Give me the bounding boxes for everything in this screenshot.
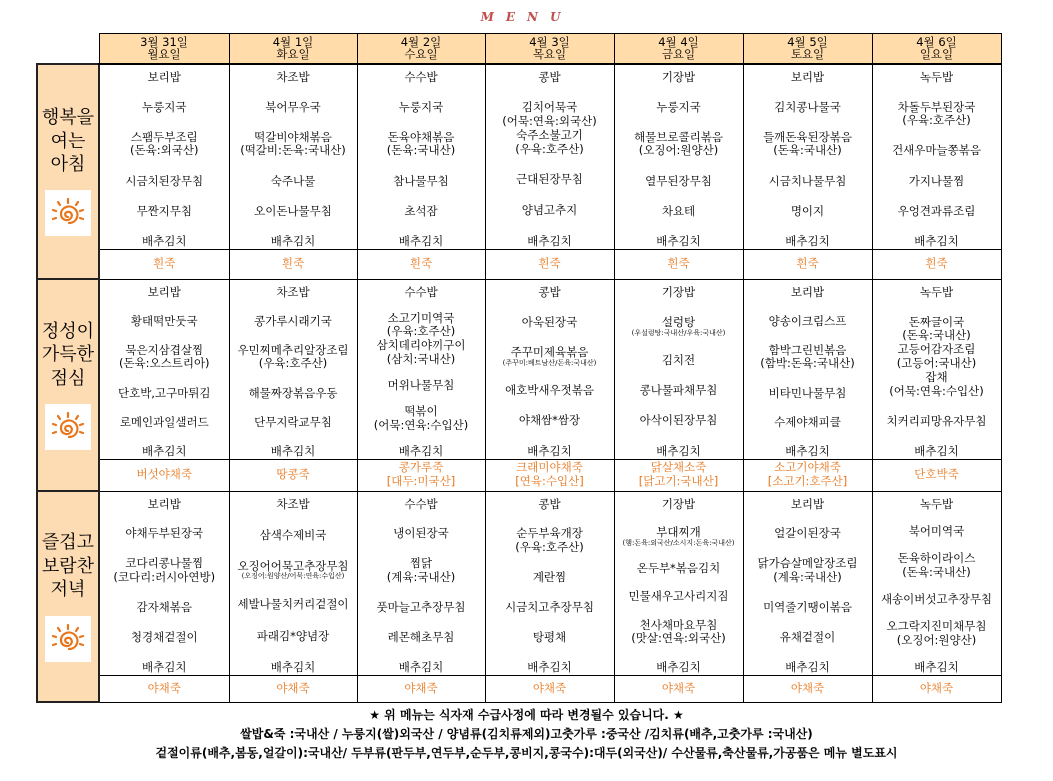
day-header	[485, 34, 614, 64]
menu-item: 수제야채피클	[774, 414, 841, 429]
menu-item: 배추김치	[914, 233, 959, 248]
porridge-name: 야채죽	[661, 680, 696, 695]
porridge-cell	[99, 249, 229, 279]
menu-title: MENU	[480, 10, 573, 24]
menu-item: 천사채마요무침 (맛살:연육:외국산)	[631, 617, 726, 646]
porridge-name: 야채죽	[276, 680, 310, 695]
menu-items	[873, 280, 1001, 459]
porridge-cell	[357, 675, 485, 702]
menu-table	[36, 33, 1002, 703]
menu-item: 가지나물찜	[908, 173, 965, 188]
porridge-name: 버섯야채죽	[136, 467, 193, 482]
menu-items	[744, 280, 872, 459]
menu-item: 유채겉절이	[779, 629, 836, 644]
menu-item: 로메인과일샐러드	[119, 414, 209, 429]
meal-row	[37, 64, 1001, 250]
menu-item: 보리밥	[790, 284, 825, 299]
menu-item: 보리밥	[147, 69, 181, 84]
menu-item: 양념고추지	[521, 203, 578, 217]
menu-item: 얼갈이된장국	[774, 526, 841, 541]
footer-origin-2: 겉절이류(배추,봄동,얼갈이):국내산/ 두부류(판두부,연두부,순두부,콩비지,콩국수):대두(외국산)/ 수산물류,축산물류,가공품은 메뉴 별도표시	[155, 746, 898, 760]
menu-item: 보리밥	[147, 496, 181, 511]
menu-item: 우엉견과류조림	[897, 203, 976, 218]
meal-row	[37, 279, 1001, 459]
menu-item: 열무된장무침	[645, 173, 712, 188]
menu-item: 묵은지삼겹살찜 (돈육:오스트리아)	[118, 342, 210, 371]
porridge-name: 흰죽	[925, 256, 948, 271]
day-date: 3월 31일	[140, 35, 188, 50]
porridge-cell	[229, 249, 357, 279]
menu-item: 배추김치	[142, 659, 187, 674]
menu-item: 숙주나물	[270, 173, 316, 188]
day-weekday: 토요일	[790, 47, 825, 62]
footer-notes	[0, 706, 1053, 763]
porridge-cell	[229, 675, 357, 702]
menu-item: 해물브로콜리볶음 (오징어:원양산)	[634, 129, 723, 158]
porridge-row	[37, 459, 1001, 491]
day-weekday: 일요일	[919, 47, 954, 62]
porridge-cell	[99, 675, 229, 702]
menu-item: 황태떡만둣국	[130, 313, 198, 328]
menu-items	[358, 280, 485, 459]
menu-cell	[872, 64, 1001, 250]
day-weekday: 수요일	[404, 47, 438, 62]
menu-items	[358, 492, 485, 675]
menu-item: 탕평채	[532, 629, 567, 644]
porridge-origin: [소고기:호주산]	[767, 474, 848, 488]
day-date: 4월 1일	[272, 35, 314, 50]
menu-item: 머위나물무침	[387, 377, 455, 392]
menu-cell	[357, 491, 485, 675]
menu-item: 녹두밥	[919, 496, 954, 511]
menu-item: 순두부육개장 (우육:호주산)	[515, 526, 584, 555]
menu-item: 명이지	[790, 203, 825, 218]
menu-item: 수수밥	[404, 69, 438, 84]
porridge-name: 흰죽	[153, 256, 176, 271]
footer-origin-1: 쌀밥&죽 :국내산 / 누룽지(쌀)외국산 / 양념류(김치류제외)고춧가루 :중국산 /김치류(배추,고춧가루 :국내산)	[240, 727, 813, 741]
menu-item: 건새우마늘쫑볶음	[892, 143, 981, 158]
menu-item: 보리밥	[790, 496, 825, 511]
menu-item: 야채두부된장국	[125, 526, 204, 541]
day-date: 4월 4일	[658, 35, 699, 50]
day-header	[872, 34, 1001, 64]
swirl-logo-icon	[45, 616, 91, 662]
porridge-name: 야채죽	[532, 680, 567, 695]
menu-item: 스팸두부조림 (돈육:외국산)	[130, 129, 199, 158]
menu-item: 풋마늘고추장무침	[376, 599, 466, 614]
menu-item: 배추김치	[527, 233, 572, 248]
menu-item: 차조밥	[276, 69, 310, 84]
menu-cell	[614, 64, 743, 250]
menu-item: 온두부*볶음김치	[636, 560, 721, 575]
meal-label: 정성이 가득한 점심	[41, 320, 95, 389]
menu-item: 시금치나물무침	[768, 173, 847, 188]
menu-item: 애호박새우젓볶음	[505, 383, 594, 398]
menu-cell	[743, 279, 872, 459]
porridge-name: 흰죽	[667, 256, 690, 271]
menu-cell	[614, 279, 743, 459]
day-weekday: 화요일	[276, 47, 310, 62]
menu-item: 김치어묵국 (어묵:연육:외국산) 숙주소불고기 (우육:호주산)	[502, 100, 597, 156]
menu-cell	[99, 64, 229, 250]
menu-item: 돈육하이라이스 (돈육:국내산)	[897, 550, 976, 579]
menu-item: 새송이버섯고추장무침	[880, 591, 993, 606]
menu-item: 누룽지국	[656, 99, 701, 114]
menu-item: 차돌두부된장국 (우육:호주산)	[897, 99, 976, 128]
day-weekday: 월요일	[147, 47, 181, 62]
menu-item: 돈육야채볶음 (돈육:국내산)	[386, 129, 456, 158]
porridge-name: 땅콩죽	[276, 467, 310, 482]
menu-items	[873, 65, 1001, 249]
menu-item: 배추김치	[656, 233, 701, 248]
menu-item: 차요테	[661, 203, 696, 218]
menu-items	[615, 65, 743, 249]
menu-item: 보리밥	[147, 284, 181, 299]
menu-item: 시금치고추장무침	[505, 599, 594, 614]
porridge-cell	[872, 459, 1001, 491]
menu-item: 북어무우국	[265, 99, 321, 114]
meal-label: 즐겁고 보람찬 저녁	[41, 532, 95, 601]
menu-item: 수수밥	[404, 284, 438, 299]
menu-cell	[872, 279, 1001, 459]
porridge-name: 흰죽	[538, 256, 561, 271]
menu-item: 감자채볶음	[136, 599, 193, 614]
menu-item: 시금치된장무침	[125, 173, 204, 188]
menu-cell	[99, 279, 229, 459]
menu-item: 차조밥	[276, 496, 310, 511]
menu-cell	[743, 64, 872, 250]
menu-item: 녹두밥	[919, 284, 954, 299]
menu-item-name: 설렁탕	[661, 314, 696, 329]
porridge-cell	[743, 675, 872, 702]
menu-item: 배추김치	[914, 443, 959, 458]
porridge-name: 야채죽	[790, 680, 825, 695]
porridge-row	[37, 675, 1001, 702]
porridge-cell	[743, 249, 872, 279]
porridge-cell	[872, 675, 1001, 702]
menu-item: 기장밥	[661, 284, 696, 299]
menu-item: 콩가루시래기국	[254, 313, 332, 328]
menu-item: 떡볶이 (어묵:연육:수입산)	[373, 403, 469, 432]
menu-items	[230, 492, 357, 675]
menu-item	[617, 316, 741, 337]
menu-item: 세발나물치커리겉절이	[237, 597, 349, 612]
menu-item: 파래김*양념장	[256, 628, 330, 643]
menu-item: 함박그린빈볶음 (함박:돈육:국내산)	[760, 342, 855, 371]
menu-items	[744, 492, 872, 675]
menu-cell	[614, 491, 743, 675]
menu-item: 단무지락교무침	[254, 414, 332, 429]
day-weekday: 금요일	[661, 47, 696, 62]
porridge-cell	[99, 459, 229, 491]
menu-item: 배추김치	[142, 233, 187, 248]
menu-item: 배추김치	[398, 233, 444, 248]
menu-item: 치커리피망유자무침	[886, 413, 987, 428]
menu-item: 근대된장무침	[516, 172, 583, 187]
menu-items	[486, 492, 614, 675]
porridge-name: 야채죽	[404, 680, 438, 695]
menu-cell	[357, 279, 485, 459]
porridge-cell	[229, 459, 357, 491]
menu-item: 계란찜	[532, 570, 567, 585]
menu-item-origin: (주꾸미:베트남산/돈육:국내산)	[502, 358, 597, 367]
menu-cell	[872, 491, 1001, 675]
menu-item: 들깨돈육된장볶음 (돈육:국내산)	[763, 129, 852, 158]
menu-item: 아욱된장국	[521, 314, 578, 329]
porridge-name: 콩가루죽	[398, 460, 444, 475]
day-date: 4월 6일	[916, 35, 957, 50]
menu-cell	[357, 64, 485, 250]
menu-item: 소고기미역국 (우육:호주산) 삼치데리야끼구이 (삼치:국내산)	[376, 310, 466, 366]
menu-item: 기장밥	[661, 496, 696, 511]
day-date: 4월 3일	[529, 35, 570, 50]
menu-item	[617, 526, 741, 547]
menu-item: 김치콩나물국	[774, 99, 841, 114]
menu-item: 야채쌈*쌈장	[518, 413, 581, 428]
porridge-name: 소고기야채죽	[774, 460, 841, 475]
menu-item: 콩밥	[538, 496, 561, 511]
menu-item: 오그락지진미채무침 (오징어:원양산)	[886, 618, 987, 647]
menu-item: 민물새우고사리지짐	[628, 589, 729, 604]
meal-label-cell	[37, 491, 99, 702]
porridge-cell	[743, 459, 872, 491]
menu-items	[615, 492, 743, 675]
menu-cell	[485, 64, 614, 250]
porridge-cell	[872, 249, 1001, 279]
menu-items	[615, 280, 743, 459]
swirl-logo-icon	[45, 404, 91, 450]
menu-item: 오이돈나물무침	[254, 203, 332, 218]
porridge-cell	[357, 459, 485, 491]
menu-items	[744, 65, 872, 249]
menu-item: 삼색수제비국	[259, 527, 327, 542]
porridge-name: 흰죽	[281, 256, 305, 271]
menu-item: 김치전	[661, 352, 696, 367]
menu-item: 배추김치	[656, 659, 701, 674]
meal-row	[37, 491, 1001, 675]
day-weekday: 목요일	[532, 47, 567, 62]
menu-item: 아삭이된장무침	[639, 413, 718, 428]
porridge-cell	[485, 249, 614, 279]
menu-item: 미역줄기땡이볶음	[763, 599, 852, 614]
menu-item: 냉이된장국	[393, 526, 449, 541]
menu-item-name: 오징어어묵고추장무침	[237, 558, 349, 573]
menu-item: 배추김치	[527, 443, 572, 458]
footer-notice: ★ 위 메뉴는 식자재 수급사정에 따라 변경될수 있습니다. ★	[369, 708, 684, 722]
day-header	[99, 34, 229, 64]
menu-items	[486, 280, 614, 459]
day-date: 4월 5일	[787, 35, 828, 50]
menu-cell	[229, 279, 357, 459]
porridge-cell	[614, 675, 743, 702]
menu-items	[100, 280, 229, 459]
menu-item: 돈짜글이국 (돈육:국내산) 고등어감자조림 (고등어:국내산) 잡채 (어묵:연육:수입산)	[889, 314, 984, 398]
menu-item: 단호박,고구마튀김	[117, 385, 211, 400]
menu-item: 레몬해초무침	[387, 629, 455, 644]
menu-items	[100, 65, 229, 249]
menu-item: 떡갈비야채볶음 (떡갈비:돈육:국내산)	[240, 129, 346, 158]
menu-item: 누룽지국	[142, 99, 187, 114]
menu-items	[100, 492, 229, 675]
menu-item: 콩밥	[538, 284, 561, 299]
day-header	[357, 34, 485, 64]
menu-item: 기장밥	[661, 69, 696, 84]
menu-item	[232, 560, 355, 581]
menu-item: 우민찌메추리알장조림 (우육:호주산)	[237, 342, 349, 371]
porridge-origin: [대두:미국산]	[386, 474, 456, 488]
menu-item: 배추김치	[785, 233, 830, 248]
meal-label: 행복을 여는 아침	[41, 107, 95, 175]
menu-item: 배추김치	[785, 443, 830, 458]
menu-item: 수수밥	[404, 496, 438, 511]
porridge-origin: [연육:수입산]	[515, 474, 584, 488]
menu-item: 청경채겉절이	[130, 629, 198, 644]
menu-item: 찜닭 (계육:국내산)	[386, 556, 456, 585]
porridge-name: 단호박죽	[914, 467, 959, 482]
porridge-cell	[485, 459, 614, 491]
menu-cell	[743, 491, 872, 675]
menu-cell	[99, 491, 229, 675]
menu-item: 녹두밥	[919, 69, 954, 84]
menu-item: 배추김치	[270, 233, 316, 248]
menu-item: 배추김치	[270, 659, 316, 674]
corner-cell	[37, 34, 99, 64]
menu-item	[488, 346, 612, 367]
porridge-name: 흰죽	[409, 256, 433, 271]
menu-item: 보리밥	[790, 69, 825, 84]
menu-item: 배추김치	[656, 443, 701, 458]
menu-item: 배추김치	[142, 443, 187, 458]
menu-items	[873, 492, 1001, 675]
menu-item: 배추김치	[785, 659, 830, 674]
porridge-name: 야채죽	[147, 680, 181, 695]
menu-item: 비타민나물무침	[768, 385, 847, 400]
menu-item-name: 부대찌개	[656, 524, 701, 539]
menu-item: 콩밥	[538, 69, 561, 84]
menu-item: 참나물무침	[393, 173, 449, 188]
meal-label-cell	[37, 64, 99, 280]
menu-item: 무짠지무침	[136, 203, 193, 218]
menu-item: 배추김치	[527, 659, 572, 674]
menu-item-origin: (오징어:원양산/어묵:연육:수입산)	[241, 572, 345, 581]
day-header-row	[37, 34, 1001, 64]
menu-item: 코다리콩나물찜 (코다리:러시아연방)	[113, 556, 216, 585]
porridge-cell	[485, 675, 614, 702]
menu-item: 배추김치	[914, 659, 959, 674]
menu-item: 누룽지국	[398, 99, 444, 114]
day-header	[743, 34, 872, 64]
porridge-cell	[614, 249, 743, 279]
menu-item: 배추김치	[398, 659, 444, 674]
porridge-name: 닭살채소죽	[650, 460, 707, 475]
menu-item: 콩나물파채무침	[639, 383, 718, 398]
day-header	[614, 34, 743, 64]
menu-item: 해물짜장볶음우동	[248, 385, 338, 400]
menu-item-origin: (햄:돈육:외국산/소시지:돈육:국내산)	[622, 538, 735, 547]
menu-item: 양송이크림스프	[768, 313, 847, 328]
menu-items	[486, 65, 614, 249]
menu-item: 닭가슴살메알장조림 (계육:국내산)	[757, 556, 858, 585]
porridge-cell	[614, 459, 743, 491]
menu-cell	[229, 64, 357, 250]
menu-items	[358, 65, 485, 249]
menu-item: 초석잠	[404, 203, 438, 218]
day-header	[229, 34, 357, 64]
porridge-name: 야채죽	[919, 680, 954, 695]
menu-cell	[485, 491, 614, 675]
meal-label-cell	[37, 279, 99, 491]
menu-item: 배추김치	[270, 443, 316, 458]
menu-item: 배추김치	[398, 443, 444, 458]
menu-item: 북어미역국	[908, 523, 965, 538]
day-date: 4월 2일	[400, 35, 442, 50]
porridge-origin: [닭고기:국내산]	[638, 474, 719, 488]
menu-cell	[485, 279, 614, 459]
porridge-cell	[357, 249, 485, 279]
menu-cell	[229, 491, 357, 675]
porridge-row	[37, 249, 1001, 279]
menu-item: 차조밥	[276, 284, 310, 299]
porridge-name: 흰죽	[796, 256, 819, 271]
menu-items	[230, 65, 357, 249]
menu-item-name: 주꾸미제육볶음	[510, 345, 589, 360]
menu-items	[230, 280, 357, 459]
swirl-logo-icon	[45, 190, 91, 236]
porridge-name: 크래미야채죽	[516, 460, 583, 475]
menu-item-origin: (우설렁탕:국내산/우육:국내산)	[631, 328, 726, 337]
